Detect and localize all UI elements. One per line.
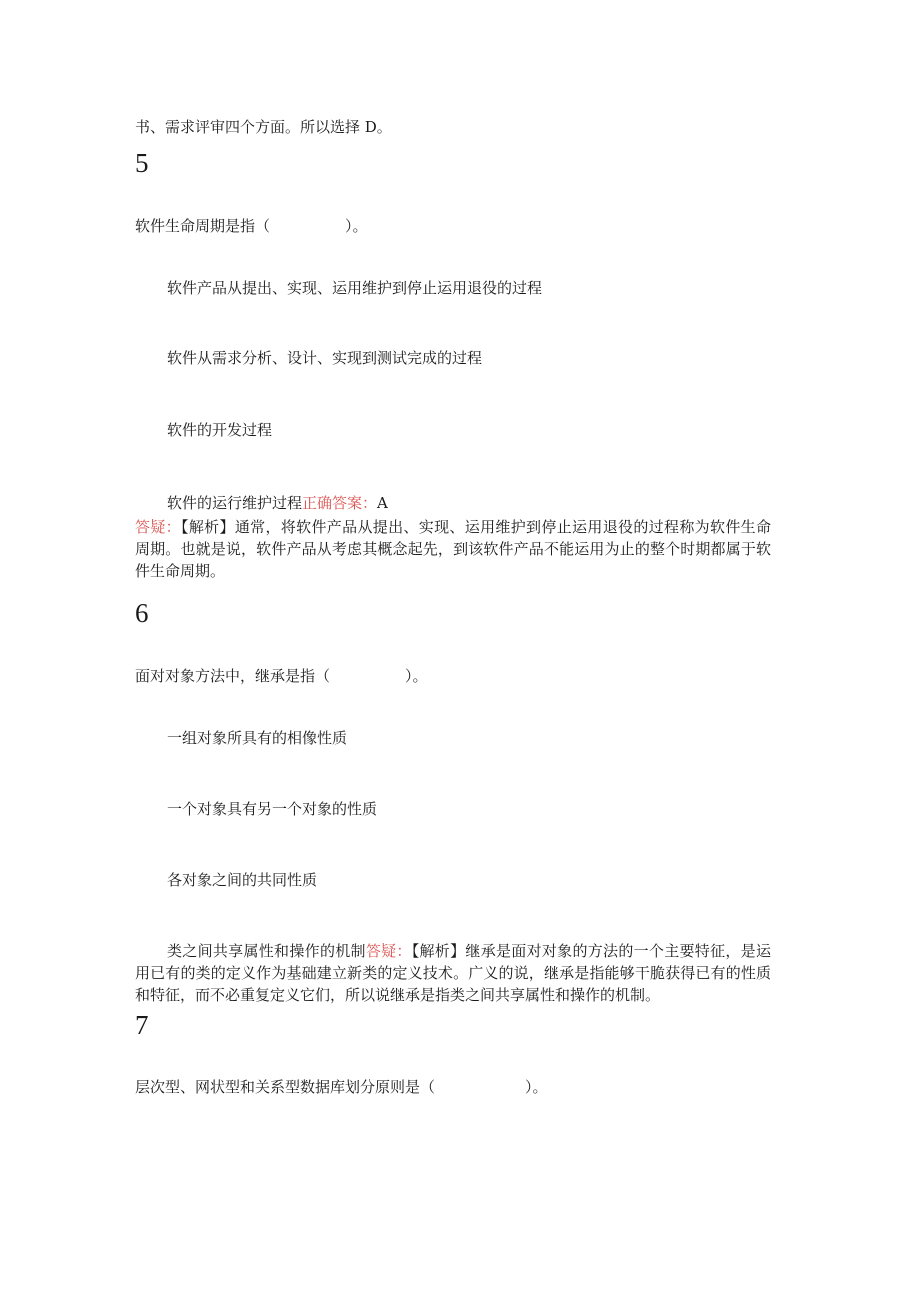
- intro-line: 书、需求评审四个方面。所以选择 D。: [135, 118, 392, 136]
- question-5-option-b: 软件从需求分析、设计、实现到测试完成的过程: [167, 349, 483, 367]
- question-5-option-a: 软件产品从提出、实现、运用维护到停止运用退役的过程: [167, 279, 543, 297]
- question-7-number: 7: [135, 1010, 149, 1040]
- question-5-explain-text: 【解析】通常，将软件产品从提出、实现、运用维护到停止运用退役的过程称为软件生命周期。也就是说，软件产品从考虑其概念起先，到该软件产品不能运用为止的整个时期都属于软件生命周期。: [135, 518, 771, 580]
- question-5-explanation: [135, 516, 771, 582]
- question-6-option-d: 类之间共享属性和操作的机制: [167, 942, 366, 960]
- question-5-option-d-line: [167, 492, 388, 514]
- question-6-number: 6: [135, 598, 149, 628]
- question-6-explain-label: 答疑：: [365, 942, 412, 960]
- question-6-option-d-and-explanation: [135, 940, 771, 1006]
- question-5-answer-value: A: [377, 494, 388, 512]
- question-5-explain-label: 答疑：: [135, 518, 181, 536]
- question-5-number: 5: [135, 148, 149, 178]
- question-6-stem: 面对对象方法中，继承是指（ ）。: [135, 667, 428, 685]
- question-5-answer-label: 正确答案：: [302, 494, 378, 512]
- question-6-explain-text: 【解析】继承是面对对象的方法的一个主要特征，是运用已有的类的定义作为基础建立新类的定义技术。广义的说，继承是指能够干脆获得已有的性质和特征，而不必重复定义它们，所以说继承是指类之间共享属性和操作的机制。: [135, 942, 771, 1004]
- question-6-option-b: 一个对象具有另一个对象的性质: [167, 800, 378, 818]
- question-5-stem: 软件生命周期是指（ ）。: [135, 217, 368, 235]
- question-6-option-c: 各对象之间的共同性质: [167, 871, 318, 889]
- question-5-option-d: 软件的运行维护过程: [167, 494, 303, 512]
- question-7-stem: 层次型、网状型和关系型数据库划分原则是（ ）。: [135, 1078, 548, 1096]
- question-6-option-a: 一组对象所具有的相像性质: [167, 729, 348, 747]
- question-5-option-c: 软件的开发过程: [167, 421, 273, 439]
